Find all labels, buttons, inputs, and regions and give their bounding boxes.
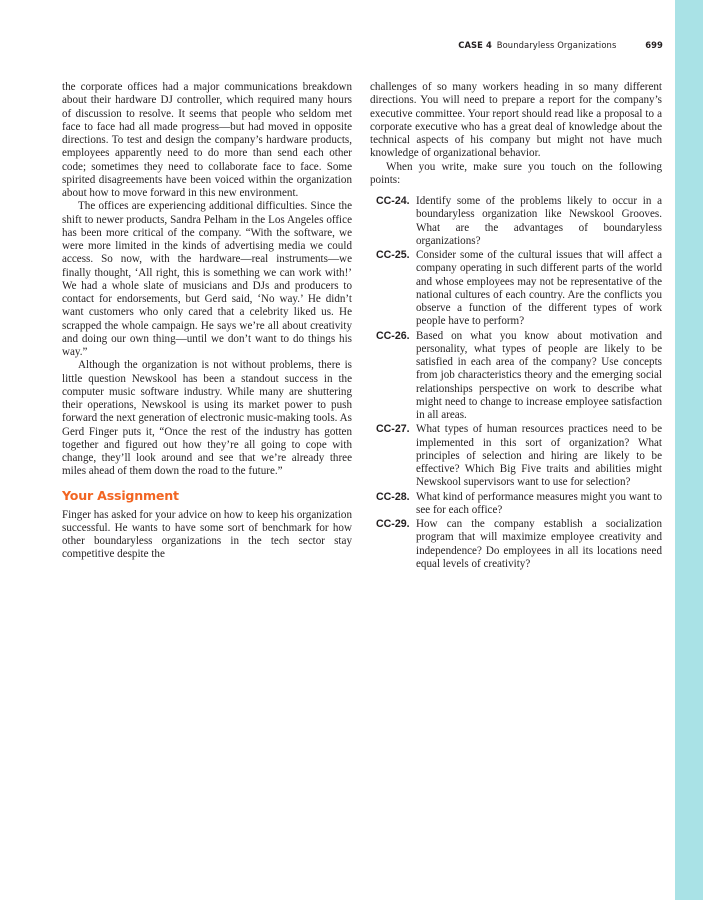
case-title: Boundaryless Organizations — [496, 40, 617, 50]
question-item — [370, 249, 662, 329]
assignment-heading: Your Assignment — [62, 487, 179, 503]
question-list-gap — [370, 187, 662, 195]
question-text: What types of human resources practices need to be implemented in this sort of organization? What principles of selection and hiring are likely to be effective? Which Big Five traits and abilities might Newskool supervisors want to use for selection? — [416, 423, 662, 489]
question-text: Identify some of the problems likely to occur in a boundaryless organization like Newskool Grooves. What are the advantages of boundaryless organizations? — [416, 195, 662, 247]
instruction-paragraph: When you write, make sure you touch on the following points: — [370, 160, 662, 186]
question-number: CC-27. — [376, 423, 410, 436]
case-label: CASE 4 — [458, 40, 492, 50]
question-item — [370, 195, 662, 248]
question-item — [370, 491, 662, 518]
question-item — [370, 423, 662, 489]
question-text: What kind of performance measures might you want to see for each office? — [416, 490, 662, 516]
body-paragraph-3: Although the organization is not without problems, there is little question Newskool has been a standout success in the computer music software industry. While many are shuttering their operations, Newskool is using its market power to push forward the next generation of electronic music-making tools. As Gerd Finger puts it, “Once the rest of the industry has gotten together and figured out how they’re all going to cope with change, they’ll look around and see that we’re already three miles ahead of them down the road to the future.” — [62, 359, 352, 478]
question-number: CC-28. — [376, 490, 410, 503]
page-edge-color-strip — [675, 0, 703, 900]
right-column — [370, 81, 662, 572]
continuation-paragraph: challenges of so many workers heading in so many different directions. You will need to prepare a report for the company’s executive committee. Your report should read like a proposal to a corporate executive who has a great deal of knowledge about the technical aspects of his company but might not have much knowledge of organizational behavior. — [370, 81, 662, 160]
page-number: 699 — [645, 40, 663, 50]
question-number: CC-24. — [376, 195, 410, 207]
body-paragraph-2: The offices are experiencing additional difficulties. Since the shift to newer products, Sandra Pelham in the Los Angeles office has been more critical of the company. “With the software, we were more limited in the kinds of advertising media we could access. So now, with the hardware—real instruments—we finally thought, ‘All right, this is something we can work with!’ We had a whole slate of musicians and DJs and producers to contact for endorsements, but Gerd said, ‘No way.’ He didn’t want customers who only cared that a celebrity liked us. He scrapped the whole campaign. He says we’re all about creativity and doing our own thing—until we don’t want to do things his way.” — [62, 200, 352, 358]
question-item — [370, 518, 662, 571]
assignment-paragraph: Finger has asked for your advice on how to keep his organization successful. He wants to have some sort of benchmark for how other boundaryless organizations in the tech sector stay competitive despite the — [62, 508, 352, 561]
running-header — [458, 40, 663, 50]
question-number: CC-25. — [376, 249, 410, 261]
question-number: CC-26. — [376, 329, 410, 342]
left-column — [62, 81, 352, 562]
question-text: How can the company establish a socialization program that will maximize employee creativity and independence? Do employees in all its locations need equal levels of creativity? — [416, 518, 662, 570]
question-number: CC-29. — [376, 518, 410, 530]
question-item — [370, 330, 662, 423]
body-paragraph-1: the corporate offices had a major communications breakdown about their hardware DJ controller, which required many hours of discussion to resolve. It seems that people who seldom met face to face had all made progress—but had moved in opposite directions. To test and design the company’s hardware products, employees apparently need to do more than send each other code; sometimes they need to collaborate face to face. Some spirited disagreements have been voiced within the organization about how to move forward in this new environment. — [62, 81, 352, 199]
question-text: Based on what you know about motivation and personality, what types of people are likely to be satisfied in each area of the company? Use concepts from job characteristics theory and the emerging social relationships perspective on work to describe what might need to change to increase employee satisfaction in all areas. — [416, 329, 662, 421]
question-text: Consider some of the cultural issues that will affect a company operating in such different parts of the world and whose employees may not be representative of the national cultures of each country. Are the conflicts you observe a function of the different types of work people have to perform? — [416, 249, 662, 328]
